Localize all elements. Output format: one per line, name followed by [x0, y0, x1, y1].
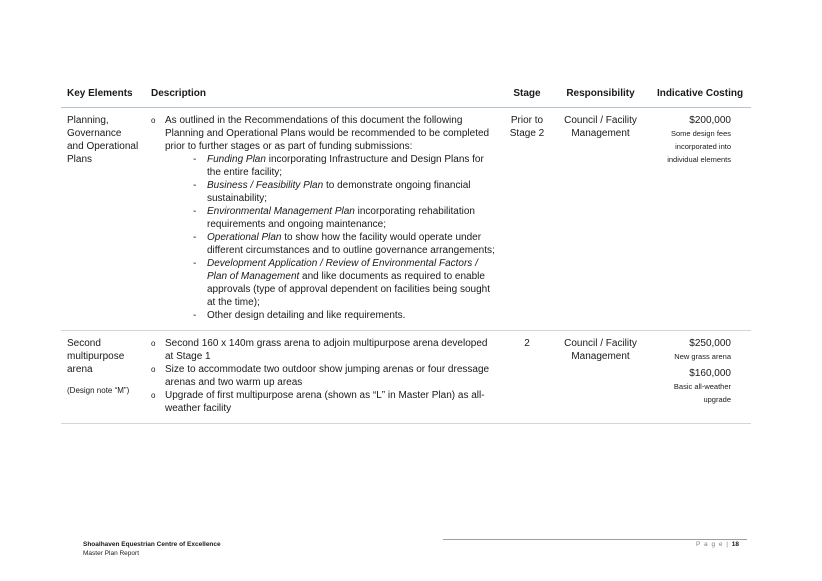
header-stage: Stage	[502, 82, 552, 108]
plan-table	[61, 82, 751, 424]
plan-sub-list	[165, 153, 496, 322]
page-number: 18	[731, 541, 740, 548]
description-list	[151, 114, 496, 322]
costing-note: Some design fees incorporated into individual elements	[667, 129, 731, 164]
costing-amount: $250,000	[689, 338, 731, 349]
description-intro: As outlined in the Recommendations of this document the following Planning and Operational Plans would be recommended to be completed prior to further stages or as part of funding submissions:	[165, 115, 490, 152]
header-description: Description	[145, 82, 502, 108]
sub-list-item: - Development Application / Review of Environmental Factors / Plan of Management and like documents as required to enable approvals (type of approval dependent on facilities being sought at the time);	[193, 257, 496, 309]
table-row	[61, 331, 751, 424]
costing-note: Basic all-weather upgrade	[673, 382, 731, 404]
description-cell	[145, 108, 502, 331]
sub-list-item: - Other design detailing and like requirements.	[193, 309, 496, 322]
responsibility-cell: Council / Facility Management	[552, 108, 649, 331]
header-key-elements: Key Elements	[61, 82, 145, 108]
key-element-cell: Planning, Governance and Operational Plans	[61, 108, 145, 331]
stage-cell: 2	[502, 331, 552, 424]
page-label: P a g e	[696, 541, 724, 548]
responsibility-cell: Council / Facility Management	[552, 331, 649, 424]
list-item: o Upgrade of first multipurpose arena (shown as “L” in Master Plan) as all-weather facility	[151, 389, 496, 415]
header-indicative-costing: Indicative Costing	[649, 82, 751, 108]
sub-list-item: - Business / Feasibility Plan to demonstrate ongoing financial sustainability;	[193, 179, 496, 205]
costing-amount: $200,000	[689, 115, 731, 126]
key-element-label: Second multipurpose arena	[67, 338, 125, 375]
costing-cell	[649, 331, 751, 424]
sub-list-item: - Environmental Management Plan incorporating rehabilitation requirements and ongoing maintenance;	[193, 205, 496, 231]
table-row	[61, 108, 751, 331]
key-element-cell	[61, 331, 145, 424]
design-note: (Design note “M”)	[67, 386, 130, 395]
footer-org: Shoalhaven Equestrian Centre of Excellence	[83, 541, 221, 548]
list-item: o Size to accommodate two outdoor show jumping arenas or four dressage arenas and two warm up areas	[151, 363, 496, 389]
footer-report: Master Plan Report	[83, 550, 139, 557]
header-responsibility: Responsibility	[552, 82, 649, 108]
sub-list-item: - Funding Plan incorporating Infrastructure and Design Plans for the entire facility;	[193, 153, 496, 179]
costing-amount: $160,000	[689, 368, 731, 379]
costing-cell	[649, 108, 751, 331]
list-item: o Second 160 x 140m grass arena to adjoin multipurpose arena developed at Stage 1	[151, 337, 496, 363]
table-header-row	[61, 82, 751, 108]
costing-note: New grass arena	[674, 352, 731, 361]
list-item	[151, 114, 496, 322]
sub-list-item: - Operational Plan to show how the facility would operate under different circumstances and to outline governance arrangements;	[193, 231, 496, 257]
description-cell	[145, 331, 502, 424]
footer-page-number: P a g e | 18	[696, 541, 740, 548]
description-list	[151, 337, 496, 415]
footer-report-info	[83, 540, 221, 558]
stage-cell: Prior to Stage 2	[502, 108, 552, 331]
